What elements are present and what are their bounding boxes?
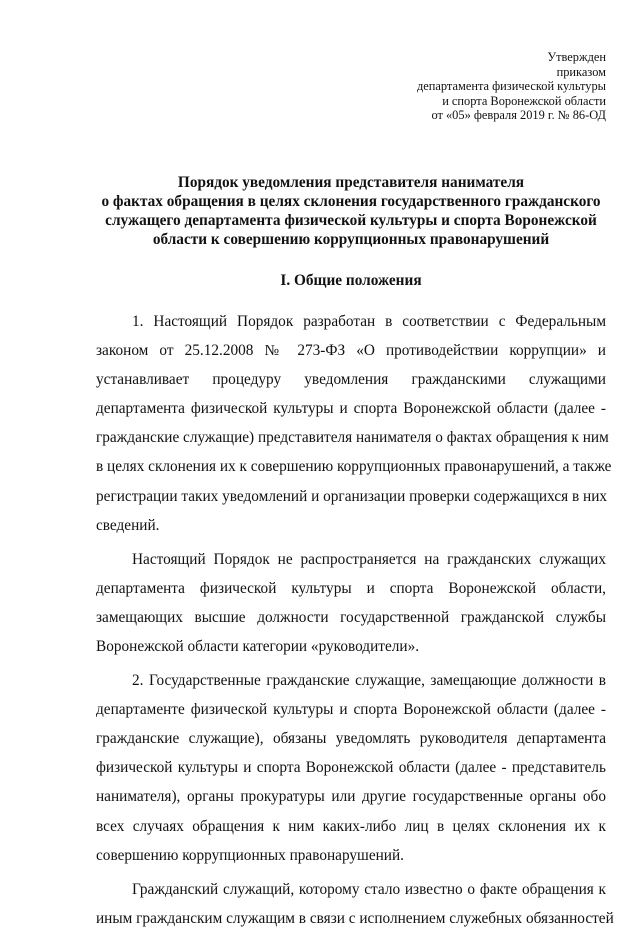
paragraph-line: 1. Настоящий Порядок разработан в соответствии с Федеральным: [132, 312, 606, 330]
paragraph-line: гражданские служащие) представителя нанимателя о фактах обращения к ним: [96, 429, 609, 447]
approval-line: департамента физической культуры: [416, 79, 606, 94]
paragraph-line: сведений.: [96, 516, 160, 534]
approval-stamp: [96, 50, 606, 123]
paragraph-line: законом от 25.12.2008 № 273-ФЗ «О противодействии коррупции» и: [96, 342, 606, 360]
title-line: области к совершению коррупционных правонарушений: [152, 230, 550, 248]
document-title: [96, 173, 606, 249]
paragraph-4: [96, 875, 614, 933]
paragraph-line: устанавливает процедуру уведомления гражданскими служащими: [96, 371, 606, 389]
paragraph-line: совершению коррупционных правонарушений.: [96, 846, 404, 864]
approval-line: Утвержден: [547, 50, 606, 64]
paragraph-1: [96, 307, 612, 540]
approval-line: приказом: [556, 64, 606, 79]
paragraph-line: департамента физической культуры и спорта Воронежской области (далее -: [96, 400, 606, 418]
paragraph-line: нанимателя), органы прокуратуры или другие государственные органы обо: [96, 788, 606, 806]
approval-line: от «05» февраля 2019 г. № 86-ОД: [431, 108, 606, 123]
paragraph-2: [96, 545, 606, 661]
paragraph-line: иным гражданским служащим в связи с исполнением служебных обязанностей: [96, 909, 614, 927]
paragraph-line: гражданские служащие), обязаны уведомлять руководителя департамента: [96, 730, 606, 748]
paragraph-line: регистрации таких уведомлений и организации проверки содержащихся в них: [96, 487, 608, 505]
paragraph-line: в целях склонения их к совершению коррупционных правонарушений, а также: [96, 458, 612, 476]
paragraph-line: замещающих высшие должности государственной гражданской службы: [96, 608, 606, 626]
title-line: о фактах обращения в целях склонения государственного гражданского: [101, 192, 601, 210]
approval-line: и спорта Воронежской области: [442, 93, 606, 108]
paragraph-line: 2. Государственные гражданские служащие, замещающие должности в: [132, 672, 606, 690]
paragraph-3: [96, 666, 606, 870]
paragraph-line: департамента физической культуры и спорта Воронежской области,: [96, 579, 606, 597]
paragraph-line: всех случаях обращения к ним каких-либо лиц в целях склонения их к: [96, 817, 606, 835]
document-body: [96, 307, 614, 933]
title-line: Порядок уведомления представителя нанимателя: [177, 173, 525, 191]
paragraph-line: физической культуры и спорта Воронежской области (далее - представитель: [96, 759, 606, 777]
title-line: служащего департамента физической культуры и спорта Воронежской: [105, 211, 597, 229]
paragraph-line: Гражданский служащий, которому стало известно о факте обращения к: [132, 880, 606, 898]
paragraph-line: Воронежской области категории «руководители».: [96, 638, 420, 655]
paragraph-line: департаменте физической культуры и спорта Воронежской области (далее -: [96, 701, 606, 719]
paragraph-line: Настоящий Порядок не распространяется на гражданских служащих: [132, 550, 606, 568]
section-heading: I. Общие положения: [280, 271, 422, 289]
